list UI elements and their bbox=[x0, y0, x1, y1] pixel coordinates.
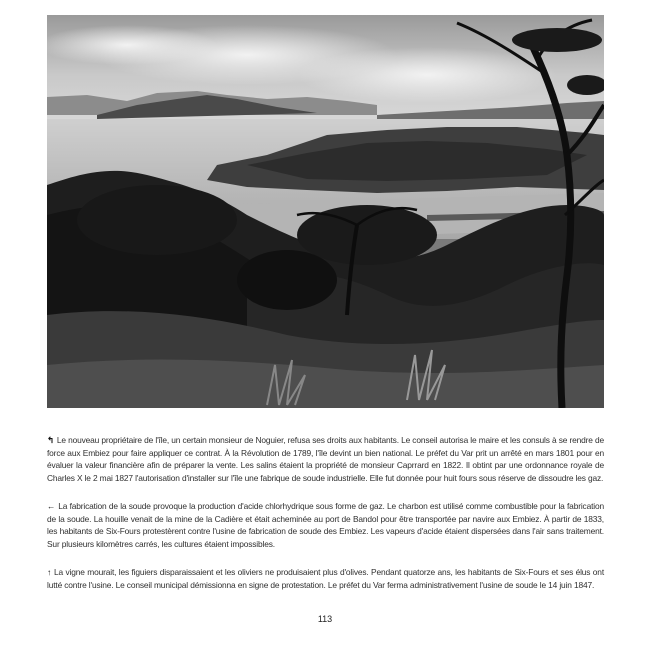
paragraph-text: Le nouveau propriétaire de l'île, un certain monsieur de Noguier, refusa ses droits aux habitants. Le conseil autorisa le maire et les consuls à se rendre de force aux Embiez pour faire appliquer ce contrat. À la Révolution de 1789, l'île devint un bien national. Le préfet du Var prit un arrêté en mars 1801 pour en évaluer la valeur financière afin de préparer la vente. Les salins étaient la propriété de monsieur Caprrard en 1822. Il obtint par une ordonnance royale de Charles X le 2 mai 1827 l'autorisation d'installer sur l'île une fabrique de soude industrielle. Elle fut donnée pour huit fours sous réserve de dissoudre les gaz. bbox=[47, 435, 604, 483]
paragraph-text: La fabrication de la soude provoque la production d'acide chlorhydrique sous forme de gaz. Le charbon est utilisé comme combustible pour la fabrication de la soude. La houille venait de la mine de la Cadière et était acheminée au port de Bandol pour être transportée par navire aux Embiez. À partir de 1833, les habitants de Six-Fours protestèrent contre l'usine de fabrication de soude des Embiez. Les vapeurs d'acide étaient dispersées dans l'air sans traitement. Sur plusieurs kilomètres carrés, les cultures étaient impossibles. bbox=[47, 501, 604, 549]
arrow-icon: ← bbox=[47, 501, 56, 511]
paragraph-2 bbox=[47, 500, 604, 550]
paragraph-text: La vigne mourait, les figuiers disparaissaient et les oliviers ne produisaient plus d'olives. Pendant quatorze ans, les habitants de Six-Fours et ses élus ont lutté contre l'usine. Le conseil municipal démissionna en signe de protestation. Le préfet du Var ferma administrativement l'usine de soude le 14 juin 1847. bbox=[47, 567, 604, 590]
arrow-icon: ↰ bbox=[47, 435, 54, 445]
paragraph-1 bbox=[47, 434, 604, 484]
page-number: 113 bbox=[317, 614, 333, 624]
landscape-photo bbox=[47, 15, 604, 408]
arrow-icon: ↑ bbox=[47, 567, 52, 577]
paragraph-3 bbox=[47, 566, 604, 591]
